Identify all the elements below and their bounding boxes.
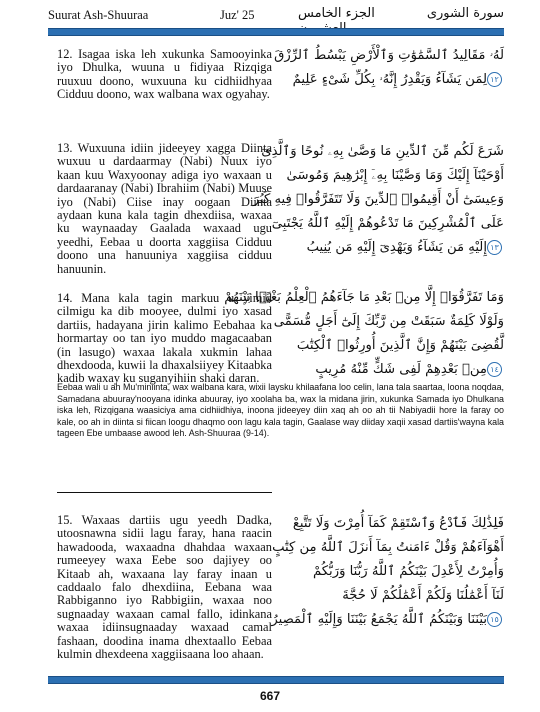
arabic-line: فَلِذَٰلِكَ فَٱدْعُ وَٱسْتَقِمْ كَمَآ أُمِرْتَ وَلَا تَتَّبِعْ (292, 516, 504, 531)
ayah-number-marker: ١٢ (487, 72, 502, 87)
arabic-line: لَنَآ أَعْمَٰلُنَا وَلَكُمْ أَعْمَٰلُكُمْ لَا حُجَّةَ (342, 588, 504, 603)
footer-divider-bar (48, 676, 504, 684)
verse-15-translation: 15. Waxaas dartiis ugu yeedh Dadka, utoosnawna sidii lagu faray, hana raacin hawadooda, waxaadna dhahdaa waxaan rumeeyey waxa Eebe soo dajiyey oo Kitaab ah, waxaana lay faray inaan u caddaalo falo dhexdiina, Eebana waa Rabbiganno iyo Rabbigiin, waxaa noo sugnaaday waxaan camal fallo, idinkana waxaa idiinsugnaaday waxaad camal fashaan, doodina inama dhextaallo Eebaa kulmin dhexdeena xaggiisaana loo ahaan. (57, 513, 272, 662)
verse-14-translation: 14. Mana kala tagin markuu u yimid cilmigu ka dib mooyee, dulmi iyo xasad dartiis, hadayana jirin kalimo Eebahaa ka hormartay oo tan iyo muddo magacaaban (in lasugo) waxaa lakala xukmin lahaa dhexdooda, kuwii la dhaxalsiiyey Kitaabka kadib waxay ku suganyihiin shaki daran. (57, 291, 272, 386)
ayah-number-marker: ١٣ (487, 240, 502, 255)
section-divider-line (57, 492, 272, 493)
arabic-line: وَعِيسَىٰٓ أَنْ أَقِيمُوا۟ ٱلدِّينَ وَلَا تَتَفَرَّقُوا۟ فِيهِ كَبُرَ (252, 192, 504, 207)
juz-label: Juz' 25 (220, 8, 255, 22)
arabic-line: لَّقُضِىَ بَيْنَهُمْ وَإِنَّ ٱلَّذِينَ أُورِثُوا۟ ٱلْكِتَٰبَ (296, 338, 504, 353)
ayah-number-marker: ١٤ (487, 362, 502, 377)
arabic-line: وَأُمِرْتُ لِأَعْدِلَ بَيْنَكُمُ ٱللَّهُ رَبُّنَا وَرَبُّكُمْ (312, 564, 504, 579)
arabic-line: أَوْحَيْنَآ إِلَيْكَ وَمَا وَصَّيْنَا بِهِۦٓ إِبْرَٰهِيمَ وَمُوسَىٰ (286, 168, 504, 183)
arabic-sura-title: سورة الشورى (426, 6, 504, 21)
arabic-line: عَلَى ٱلْمُشْرِكِينَ مَا تَدْعُوهُمْ إِلَيْهِ ٱللَّهُ يَجْتَبِىٓ (271, 216, 504, 231)
arabic-line: وَمَا تَفَرَّقُوٓا۟ إِلَّا مِنۢ بَعْدِ مَا جَآءَهُمُ ٱلْعِلْمُ بَغْيًۢا بَيْنَهُمْ (224, 290, 504, 305)
arabic-line: وَلَوْلَا كَلِمَةٌ سَبَقَتْ مِن رَّبِّكَ إِلَىٰٓ أَجَلٍ مُّسَمًّى (273, 314, 504, 329)
arabic-line: ١٣إِلَيْهِ مَن يَشَآءُ وَيَهْدِىٓ إِلَيْهِ مَن يُنِيبُ (290, 236, 504, 260)
verse-15-arabic (271, 512, 504, 632)
sura-title: Suurat Ash-Shuuraa (48, 8, 149, 22)
arabic-line: لَهُۥ مَقَالِيدُ ٱلسَّمَٰوَٰتِ وَٱلْأَرْضِ يَبْسُطُ ٱلرِّزْقَ (274, 48, 504, 63)
arabic-line: ١٢لِمَن يَشَآءُ وَيَقْدِرُ إِنَّهُۥ بِكُلِّ شَىْءٍ عَلِيمٌ (290, 68, 504, 92)
arabic-line: ١٤مِنۢ بَعْدِهِمْ لَفِى شَكٍّ مِّنْهُ مُرِيبٍ (290, 358, 504, 382)
arabic-line: ١٥بَيْنَنَا وَبَيْنَكُمُ ٱللَّهُ يَجْمَعُ بَيْنَنَا وَإِلَيْهِ ٱلْمَصِيرُ (290, 608, 504, 632)
verse-12-translation: 12. Isagaa iska leh xukunka Samooyinka iyo Dhulka, wuuna u fidiyaa Rizqiga ruuxuu doono, wuxuuna ku cidhiidhyaa Cidduu doono, wax walbana wax ogyahay. (57, 47, 272, 102)
page-header (48, 6, 504, 28)
arabic-juz-title: الجزء الخامس (298, 6, 375, 21)
footnote-commentary: Eebaa wali u ah Mu'miniinta, wax walbana kara, wixii laysku khilaafana loo celin, lana tala saartaa, loona noqdaa, Samadana abuuray'nooyana idinka abuuray, iyo xoolaha ba, wax la midana jirin, xukunka Samada iyo Dhulkana iska leh, Rizqigana waasiciya ama cidhiidhiya, inoona jideeyey diin xaq ah oo ah tii Nabiyadii hore la faray oo kale, oo ah in diinta si fiican loogu dhaqmo oon lagu kala tagin, Gaalase way diiday xaqii xasad dartiis'wayna kala tageen Ebe umbaase awood leh. Ash-Shuuraa (9-14). (57, 382, 504, 439)
ayah-number-marker: ١٥ (487, 612, 502, 627)
page-number: 667 (259, 689, 281, 703)
arabic-line: أَهْوَآءَهُمْ وَقُلْ ءَامَنتُ بِمَآ أَنزَلَ ٱللَّهُ مِن كِتَٰبٍ (272, 540, 504, 555)
verse-12-arabic (274, 44, 504, 92)
verse-14-arabic (224, 286, 504, 382)
verse-13-arabic (252, 140, 504, 260)
verse-13-translation: 13. Wuxuuna idiin jideeyey xagga Diinta wuxuu u dardaarmay (Nabi) Nuux iyo kaan kuu Waxyoonay adiga iyo waxaan u dardaaranay (Nabi) Ibrahiim (Nabi) Muuse iyo (Nabi) Ciise inay oogaan Diinta aydaan kuna kala tagin dhexdiisa, waxaa ku waynaaday Gaalada waxaad ugu yeedhi, Eebaa u doorta xaggiisa Cidduu doono una hanuuniya xaggiisa cidduu hanuunin. (57, 141, 272, 276)
header-divider-bar (48, 28, 504, 36)
arabic-line: شَرَعَ لَكُم مِّنَ ٱلدِّينِ مَا وَصَّىٰ بِهِۦ نُوحًا وَٱلَّذِىٓ (261, 144, 504, 159)
